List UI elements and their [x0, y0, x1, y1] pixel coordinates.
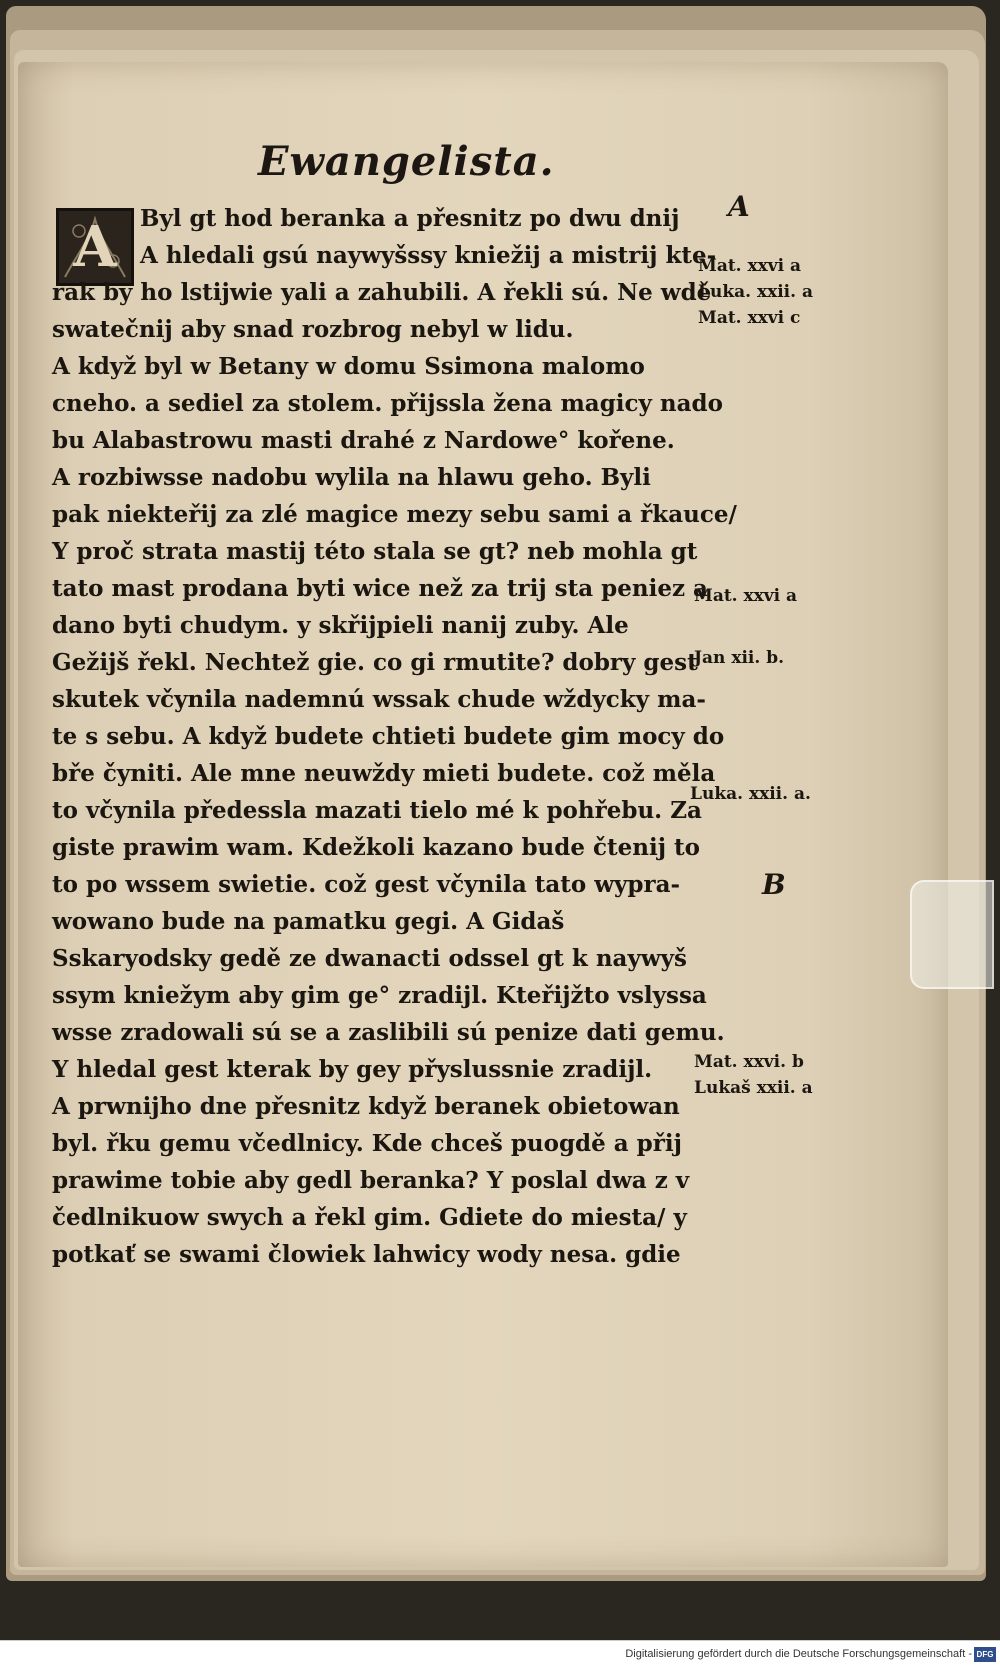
footer-credit: Digitalisierung gefördert durch die Deutsche Forschungsgemeinschaft -: [625, 1648, 972, 1660]
text-line: ssym kniežym aby gim ge° zradijl. Kteřijžto vslyssa: [52, 982, 707, 1009]
text-line: Gežijš řekl. Nechtež gie. co gi rmutite? dobry gest: [52, 649, 698, 676]
text-line: Sskaryodsky gedě ze dwanacti odssel gt k naywyš: [52, 945, 687, 972]
text-line: wsse zradowali sú se a zaslibili sú penize dati gemu.: [52, 1019, 725, 1046]
text-line: te s sebu. A když budete chtieti budete gim mocy do: [52, 723, 725, 750]
text-line: to včynila předessla mazati tielo mé k pohřebu. Za: [52, 797, 702, 824]
text-line: Y hledal gest kterak by gey přyslussnie zradijl.: [52, 1056, 653, 1083]
text-line: A hledali gsú naywyšssy kniežij a mistrij kte-: [140, 242, 717, 269]
margin-note: Jan xii. b.: [694, 648, 785, 668]
page-header: Ewangelista.: [258, 138, 555, 185]
footer-bar: [0, 1640, 1000, 1670]
text-line: tato mast prodana byti wice než za trij sta peniez a: [52, 575, 708, 602]
initial-letter: A: [73, 214, 117, 280]
text-line: potkať se swami člowiek lahwicy wody nesa. gdie: [52, 1241, 681, 1268]
text-line: wowano bude na pamatku gegi. A Gidaš: [52, 908, 565, 935]
margin-note: Mat. xxvi a: [694, 586, 798, 606]
text-line: Y proč strata mastij této stala se gt? neb mohla gt: [52, 538, 698, 565]
text-line: giste prawim wam. Kdežkoli kazano bude čtenij to: [52, 834, 701, 861]
margin-section-letter: B: [762, 868, 786, 901]
margin-note: Lukaš xxii. a: [694, 1078, 813, 1098]
text-line: prawime tobie aby gedl beranka? Y poslal dwa z v: [52, 1167, 690, 1194]
text-line: A prwnijho dne přesnitz když beranek obietowan: [52, 1093, 680, 1120]
plastic-clip: [910, 880, 994, 989]
text-line: pak niekteřij za zlé magice mezy sebu sami a řkauce/: [52, 501, 737, 528]
text-line: Byl gt hod beranka a přesnitz po dwu dnij: [140, 205, 680, 232]
text-line: A když byl w Betany w domu Ssimona malomo: [52, 353, 645, 380]
dfg-logo: DFG: [974, 1647, 996, 1662]
text-line: bu Alabastrowu masti drahé z Nardowe° kořene.: [52, 427, 675, 454]
margin-section-letter: A: [728, 190, 750, 223]
margin-note: Luka. xxii. a: [698, 282, 813, 302]
text-line: dano byti chudym. y skřijpieli nanij zuby. Ale: [52, 612, 629, 639]
text-line: swatečnij aby snad rozbrog nebyl w lidu.: [52, 316, 574, 343]
body-text: [52, 200, 737, 1273]
margin-note: Mat. xxvi. b: [694, 1052, 804, 1072]
text-line: byl. řku gemu včedlnicy. Kde chceš puogdě a přij: [52, 1130, 682, 1157]
text-line: čedlnikuow swych a řekl gim. Gdiete do miesta/ y: [52, 1204, 687, 1231]
margin-note: Luka. xxii. a.: [690, 784, 811, 804]
text-line: rak by ho lstijwie yali a zahubili. A řekli sú. Ne wdě: [52, 279, 712, 306]
text-line: bře čyniti. Ale mne neuwždy mieti budete. což měla: [52, 760, 716, 787]
margin-note: Mat. xxvi a: [698, 256, 802, 276]
margin-note: Mat. xxvi c: [698, 308, 801, 328]
text-line: to po wssem swietie. což gest včynila tato wypra-: [52, 871, 681, 898]
text-line: cneho. a sediel za stolem. přijssla žena magicy nado: [52, 390, 723, 417]
text-line: skutek včynila nademnú wssak chude wždycky ma-: [52, 686, 706, 713]
text-line: A rozbiwsse nadobu wylila na hlawu geho. Byli: [52, 464, 651, 491]
